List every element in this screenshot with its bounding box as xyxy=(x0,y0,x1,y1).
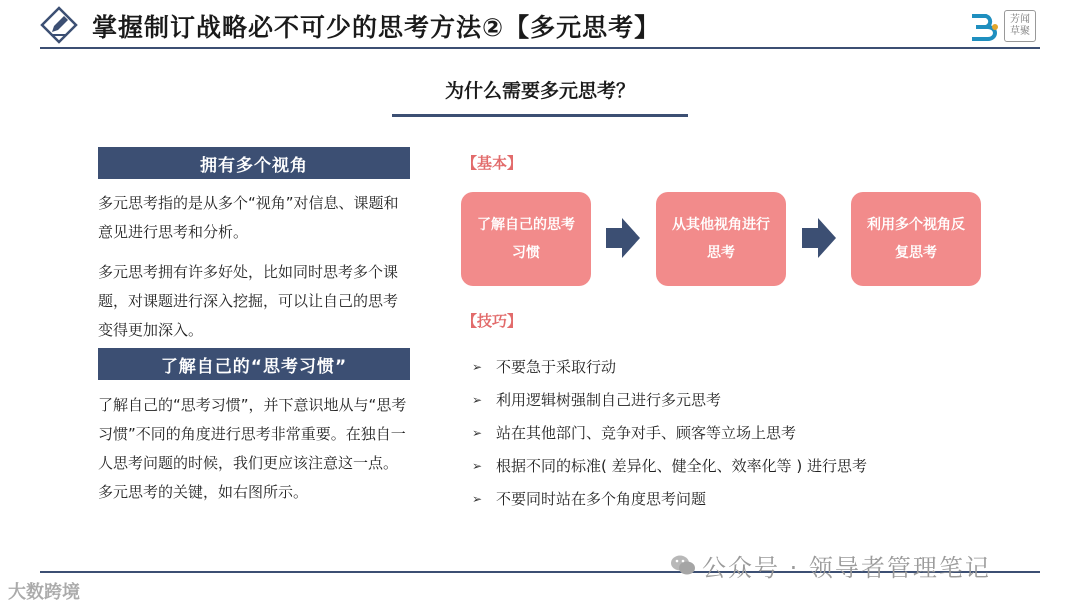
tip-text: 站在其他部门、竞争对手、顾客等立场上思考 xyxy=(496,424,797,442)
pencil-icon xyxy=(40,6,78,44)
paragraph-thinking-habits: 了解自己的“思考习惯”，并下意识地从与“思考习惯”不同的角度进行思考非常重要。在独自一人思考问题的时候，我们更应该注意这一点。多元思考的关键，如右图所示。 xyxy=(98,396,407,501)
seal-text: 芳闻 草聚 xyxy=(1010,14,1030,37)
chevron-right-icon: ➢ xyxy=(472,491,483,506)
watermark-text: 公众号 · 领导者管理笔记 xyxy=(702,554,991,582)
list-item xyxy=(472,383,867,416)
heading-thinking-habits: 了解自己的“思考习惯” xyxy=(98,348,410,380)
label-tips: 【技巧】 xyxy=(462,312,523,330)
list-item xyxy=(472,350,867,383)
paragraph-definition: 多元思考指的是从多个“视角”对信息、课题和意见进行思考和分析。 xyxy=(98,194,399,241)
chevron-right-icon: ➢ xyxy=(472,458,483,473)
list-item xyxy=(472,416,867,449)
step-repeat-thinking: 利用多个视角反复思考 xyxy=(851,192,981,286)
question-underline xyxy=(392,114,688,117)
chevron-right-icon: ➢ xyxy=(472,425,483,440)
label-basic: 【基本】 xyxy=(462,154,523,172)
tip-text: 不要同时站在多个角度思考问题 xyxy=(496,490,707,508)
arrow-right-icon xyxy=(606,218,640,258)
corner-watermark: 大数跨境 xyxy=(8,582,80,603)
tip-text: 根据不同的标准( 差异化、健全化、效率化等 ) 进行思考 xyxy=(496,457,868,475)
header-divider xyxy=(40,47,1040,49)
step-know-habits: 了解自己的思考习惯 xyxy=(461,192,591,286)
paragraph-benefits: 多元思考拥有许多好处，比如同时思考多个课题，对课题进行深入挖掘，可以让自己的思考变得更加深入。 xyxy=(98,263,399,339)
section-question: 为什么需要多元思考？ xyxy=(444,80,635,102)
chevron-right-icon: ➢ xyxy=(472,359,483,374)
step-other-perspectives: 从其他视角进行思考 xyxy=(656,192,786,286)
list-item xyxy=(472,449,867,482)
chevron-right-icon: ➢ xyxy=(472,392,483,407)
seal-stamp xyxy=(1004,10,1036,42)
arrow-right-icon xyxy=(802,218,836,258)
tips-list xyxy=(472,350,867,515)
tip-text: 不要急于采取行动 xyxy=(496,358,617,376)
tip-text: 利用逻辑树强制自己进行多元思考 xyxy=(496,391,722,409)
heading-multiple-perspectives: 拥有多个视角 xyxy=(98,147,410,179)
brand-logo xyxy=(970,12,1000,42)
wechat-icon xyxy=(670,552,696,578)
list-item xyxy=(472,482,867,515)
page-title: 掌握制订战略必不可少的思考方法②【多元思考】 xyxy=(92,13,661,42)
